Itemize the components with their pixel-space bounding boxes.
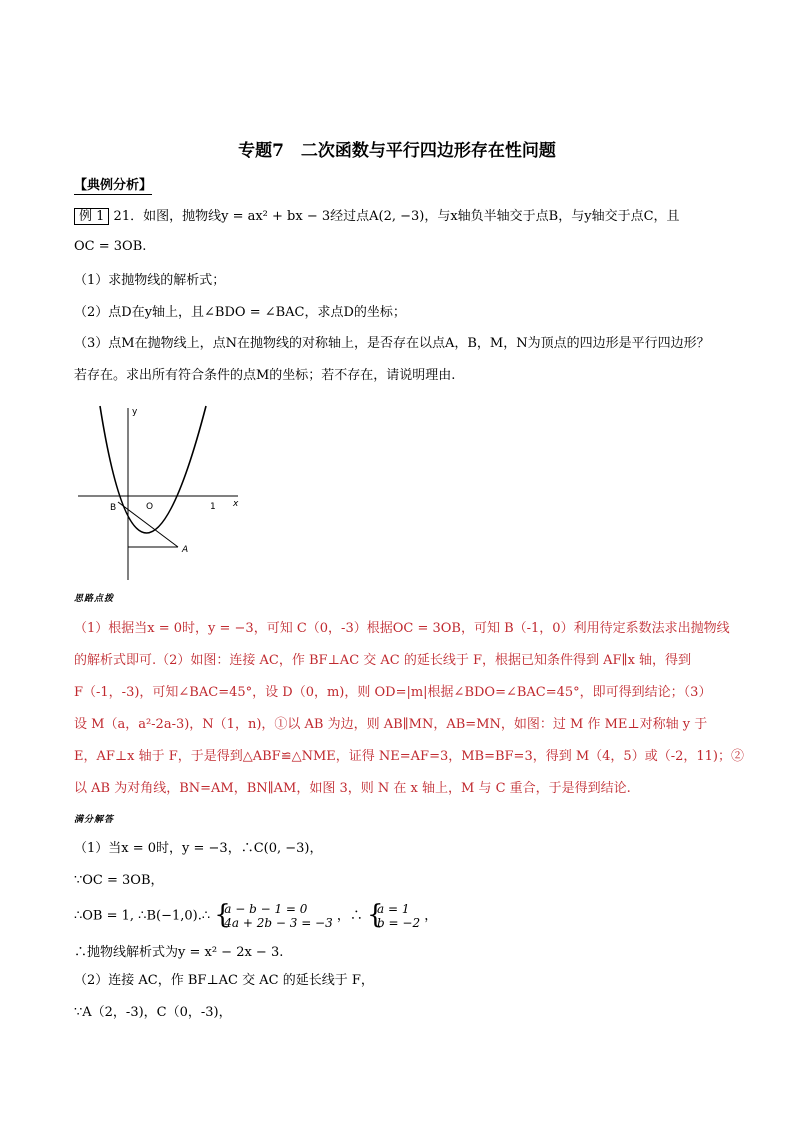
solution-line-3-suffix: ， — [424, 908, 438, 924]
solution-line-4: ∴抛物线解析式为y = x² − 2x − 3. — [74, 945, 284, 960]
example-line-1 — [74, 208, 680, 226]
hint-line-1: （1）根据当x = 0时，y = −3，可知 C（0，-3）根据OC = 3OB，可知 B（-1，0）利用待定系数法求出抛物线 — [74, 621, 730, 636]
solution-line-3 — [74, 902, 437, 930]
label-o: O — [146, 502, 154, 512]
equation-system-2: { a = 1 b = −2 — [367, 900, 421, 930]
hint-heading: 思路点拨 — [74, 594, 115, 604]
system-1-row-1: a − b − 1 = 0 — [224, 902, 308, 916]
label-x: x — [233, 499, 239, 509]
question-2: （2）点D在y轴上，且∠BDO = ∠BAC，求点D的坐标； — [74, 305, 406, 320]
solution-line-6: ∵A（2，-3)，C（0，-3)， — [74, 1005, 232, 1020]
hint-line-3: F（-1，-3)，可知∠BAC=45°，设 D（0，m)，则 OD=|m|根据∠BDO=∠BAC=45°，即可得到结论；（3） — [74, 685, 712, 700]
solution-line-3-mid: ，∴ — [336, 908, 363, 924]
equation-system-1: { a − b − 1 = 0 4a + 2b − 3 = −3 — [214, 900, 333, 930]
solution-line-3-prefix: ∴OB = 1, ∴B(−1,0).∴ — [74, 908, 211, 924]
page-title: 专题7 二次函数与平行四边形存在性问题 — [238, 141, 556, 161]
hint-line-5: E，AF⊥x 轴于 F，于是得到△ABF≌△NME，证得 NE=AF=3，MB=BF=3，得到 M（4，5）或（-2，11)；② — [74, 749, 744, 764]
parabola-figure — [78, 402, 248, 582]
section-label: 【典例分析】 — [74, 178, 153, 193]
label-y: y — [132, 407, 138, 417]
solution-line-5: （2）连接 AC，作 BF⊥AC 交 AC 的延长线于 F， — [74, 973, 374, 988]
parabola-curve — [100, 406, 206, 533]
label-a: A — [182, 545, 189, 555]
solution-heading: 满分解答 — [74, 815, 115, 825]
question-1: （1）求抛物线的解析式； — [74, 273, 226, 288]
example-text-1: 21．如图，抛物线y = ax² + bx − 3经过点A(2, −3)，与x轴负半轴交于点B，与y轴交于点C，且 — [113, 209, 680, 224]
hint-line-2: 的解析式即可.（2）如图：连接 AC，作 BF⊥AC 交 AC 的延长线于 F，根据已知条件得到 AF∥x 轴，得到 — [74, 653, 692, 668]
system-2-row-1: a = 1 — [377, 902, 410, 916]
question-3: （3）点M在抛物线上，点N在抛物线的对称轴上，是否存在以点A，B，M，N为顶点的四边形是平行四边形？ — [74, 336, 710, 351]
question-3-cont: 若存在。求出所有符合条件的点M的坐标；若不存在，请说明理由. — [74, 368, 456, 383]
example-line-2: OC = 3OB. — [74, 239, 147, 254]
hint-line-6: 以 AB 为对角线，BN=AM，BN∥AM，如图 3，则 N 在 x 轴上，M 与 C 重合，于是得到结论. — [74, 781, 631, 796]
system-1-row-2: 4a + 2b − 3 = −3 — [224, 916, 333, 930]
label-one: 1 — [210, 502, 216, 512]
label-b: B — [110, 503, 117, 513]
hint-line-4: 设 M（a，a²-2a-3)，N（1，n)，①以 AB 为边，则 AB∥MN，AB=MN，如图：过 M 作 ME⊥对称轴 y 于 — [74, 717, 708, 732]
solution-line-2: ∵OC = 3OB， — [74, 873, 164, 888]
system-2-row-2: b = −2 — [377, 916, 421, 930]
solution-line-1: （1）当x = 0时，y = −3，∴C(0, −3)， — [74, 841, 323, 856]
example-tag: 例 1 — [74, 208, 109, 225]
